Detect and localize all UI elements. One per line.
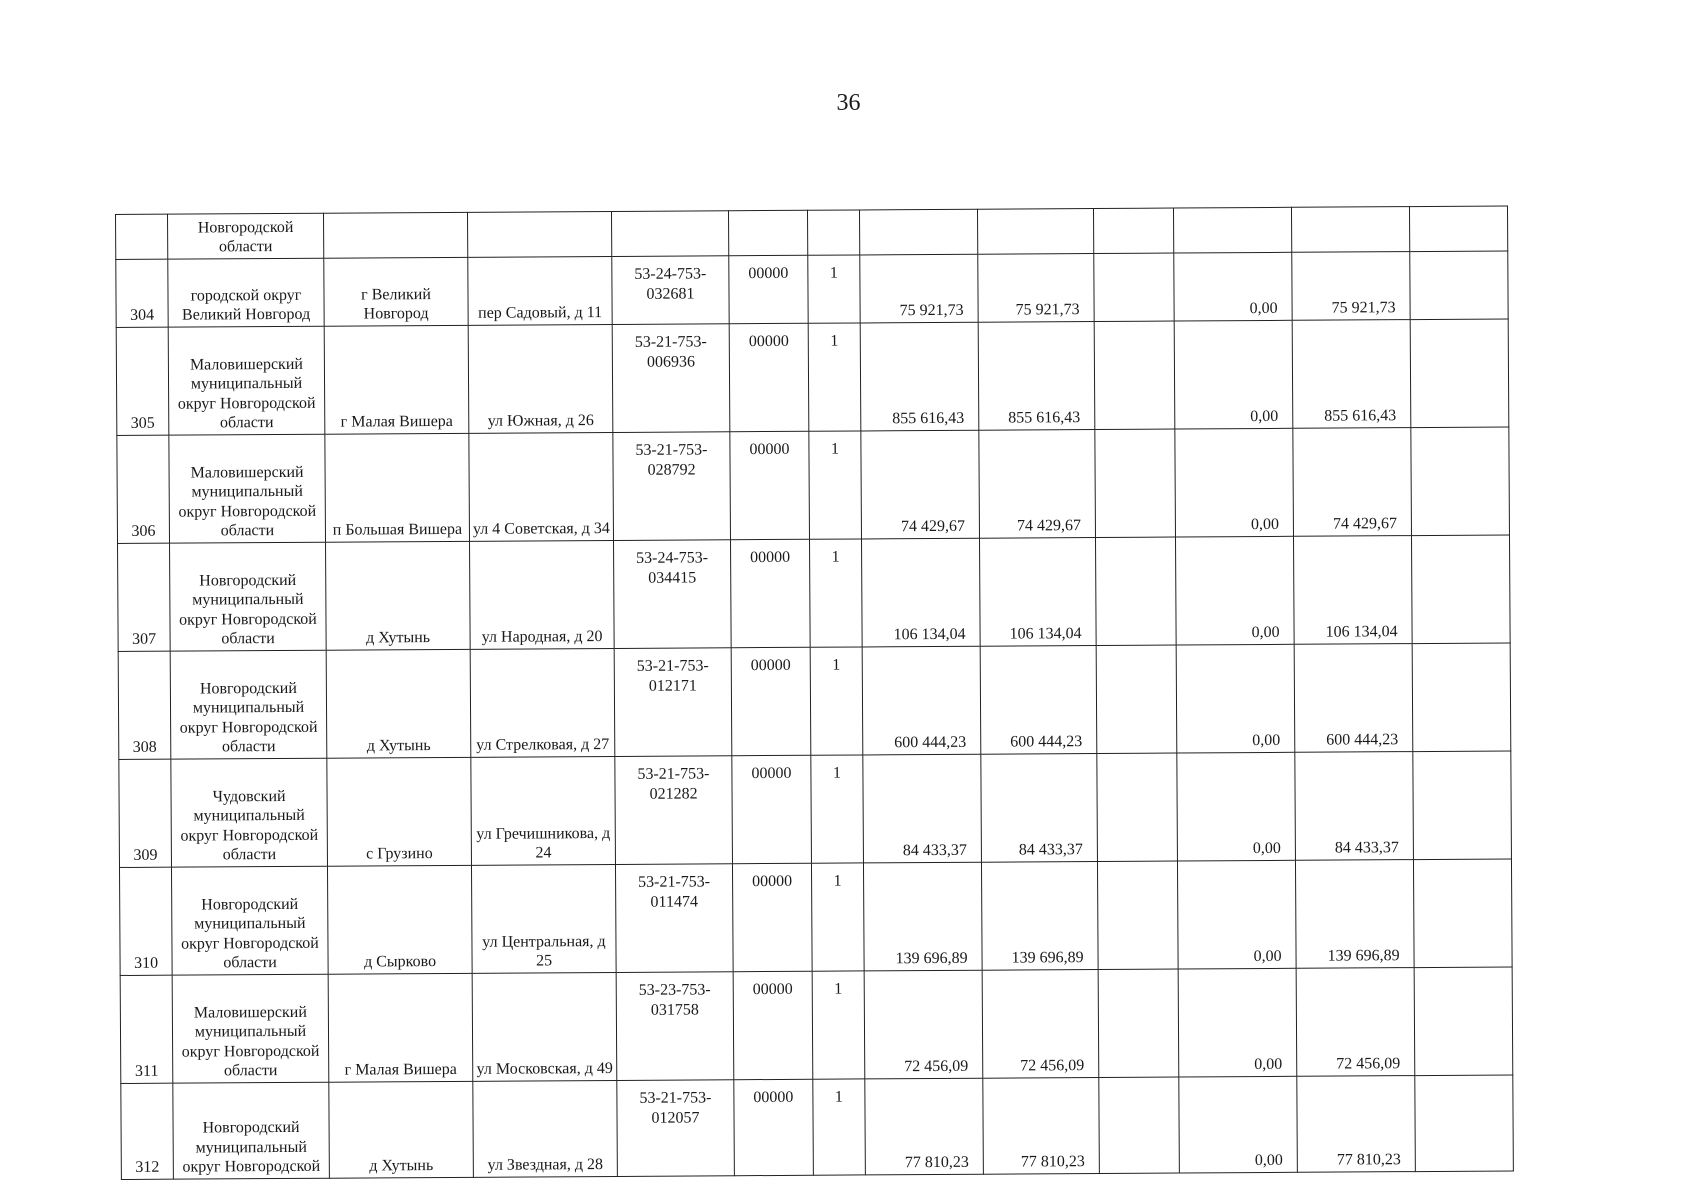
cell-amount1: 139 696,89 <box>863 862 982 971</box>
cell-amount3 <box>1097 861 1178 969</box>
cell-amount4: 0,00 <box>1176 644 1295 753</box>
cell-oktmo: 00000 <box>733 971 813 1079</box>
cell-amount2: 600 444,23 <box>980 646 1097 755</box>
cell-amount2: 139 696,89 <box>981 862 1098 971</box>
cell-no: 309 <box>119 759 172 867</box>
cell-no: 312 <box>121 1083 174 1179</box>
cell-municipality: Маловишерский муниципальный округ Новгородской области <box>172 974 329 1083</box>
cell-code: 53-21-753-012171 <box>614 648 732 757</box>
cell-settlement: д Хутынь <box>326 649 471 758</box>
cell-extra <box>1411 535 1510 644</box>
cell-amount2: 75 921,73 <box>978 254 1094 323</box>
cell-address: ул Центральная, д 25 <box>471 864 616 973</box>
cell-amount2: 106 134,04 <box>979 538 1096 647</box>
cell-oktmo: 00000 <box>731 539 811 647</box>
cell-oktmo: 00000 <box>730 431 810 539</box>
cell-extra <box>1410 319 1509 428</box>
cell-address: ул Гречишникова, д 24 <box>471 756 616 865</box>
cell-amount1: 77 810,23 <box>865 1078 984 1175</box>
cell-address: ул Звездная, д 28 <box>473 1080 618 1177</box>
cell-no: 310 <box>119 867 172 975</box>
cell-amount5: 77 810,23 <box>1297 1076 1416 1173</box>
cell-amount4: 0,00 <box>1177 860 1296 969</box>
cell-address: ул Южная, д 26 <box>468 324 613 433</box>
cell-amount3 <box>1094 253 1174 321</box>
cell-settlement: г Великий Новгород <box>324 257 468 326</box>
cell-amount5: 139 696,89 <box>1295 860 1414 969</box>
cell-code: 53-21-753-012057 <box>617 1080 735 1177</box>
cell-amount3 <box>1093 208 1173 253</box>
cell-oktmo: 00000 <box>732 863 812 971</box>
cell-amount4: 0,00 <box>1178 968 1297 1077</box>
table-row <box>120 967 1513 1084</box>
cell-oktmo: 00000 <box>734 1079 814 1175</box>
cell-oktmo: 00000 <box>729 255 808 323</box>
cell-qty: 1 <box>813 1079 866 1175</box>
table-row <box>121 1075 1514 1180</box>
cell-amount1 <box>859 209 977 255</box>
cell-amount1: 600 444,23 <box>862 646 981 755</box>
cell-amount3 <box>1097 753 1178 861</box>
cell-amount5: 84 433,37 <box>1295 752 1414 861</box>
cell-no: 308 <box>118 651 171 759</box>
table-row <box>116 251 1508 328</box>
cell-code: 53-21-753-028792 <box>613 432 731 541</box>
cell-address: ул Стрелковая, д 27 <box>470 648 615 757</box>
cell-code: 53-21-753-011474 <box>615 864 733 973</box>
table-row <box>118 643 1511 760</box>
data-table <box>115 205 1514 1179</box>
table-row <box>116 319 1509 436</box>
cell-extra <box>1413 751 1512 860</box>
cell-code: 53-24-753-032681 <box>612 256 729 325</box>
cell-amount1: 855 616,43 <box>860 322 979 431</box>
cell-amount1: 84 433,37 <box>863 754 982 863</box>
cell-amount3 <box>1098 969 1179 1077</box>
cell-amount5: 72 456,09 <box>1296 968 1415 1077</box>
cell-extra <box>1414 967 1513 1076</box>
cell-qty: 1 <box>811 755 864 863</box>
cell-code: 53-24-753-034415 <box>614 540 732 649</box>
cell-qty: 1 <box>812 971 865 1079</box>
cell-amount3 <box>1095 537 1176 645</box>
cell-amount4: 0,00 <box>1174 252 1292 321</box>
cell-municipality: Маловишерский муниципальный округ Новгородской области <box>169 434 326 543</box>
cell-oktmo: 00000 <box>729 323 809 431</box>
table-row <box>119 859 1512 976</box>
cell-no: 305 <box>116 327 169 435</box>
document-sheet <box>115 205 1514 1179</box>
cell-oktmo: 00000 <box>731 647 811 755</box>
cell-amount2: 77 810,23 <box>983 1078 1100 1175</box>
cell-no: 311 <box>120 975 173 1083</box>
cell-extra <box>1415 1075 1514 1172</box>
cell-extra <box>1409 206 1507 252</box>
cell-municipality: Чудовский муниципальный округ Новгородской области <box>171 758 328 867</box>
cell-extra <box>1411 427 1510 536</box>
table-row <box>119 751 1512 868</box>
cell-amount4 <box>1173 207 1291 253</box>
table-row <box>118 535 1511 652</box>
cell-address <box>467 211 611 257</box>
cell-extra <box>1410 251 1508 320</box>
cell-amount2: 72 456,09 <box>982 970 1099 1079</box>
cell-qty: 1 <box>810 647 863 755</box>
cell-code: 53-23-753-031758 <box>616 972 734 1081</box>
cell-amount1: 106 134,04 <box>861 538 980 647</box>
cell-address: ул Московская, д 49 <box>472 972 617 1081</box>
cell-settlement: д Сырково <box>327 865 472 974</box>
cell-municipality: Маловишерский муниципальный округ Новгородской области <box>168 326 325 435</box>
cell-code <box>611 211 728 257</box>
cell-qty: 1 <box>808 255 860 323</box>
cell-municipality: Новгородский муниципальный округ Новгородской <box>173 1082 330 1179</box>
cell-municipality: Новгородский муниципальный округ Новгородской области <box>170 542 327 651</box>
cell-extra <box>1413 859 1512 968</box>
cell-municipality: Новгородский муниципальный округ Новгородской области <box>170 650 327 759</box>
cell-address: ул Народная, д 20 <box>470 540 615 649</box>
cell-amount1: 72 456,09 <box>864 970 983 1079</box>
cell-qty: 1 <box>809 539 862 647</box>
cell-code: 53-21-753-006936 <box>612 324 730 433</box>
cell-amount2: 855 616,43 <box>978 322 1095 431</box>
cell-amount4: 0,00 <box>1174 320 1293 429</box>
cell-settlement: д Хутынь <box>329 1081 474 1178</box>
cell-settlement <box>323 212 467 258</box>
cell-qty: 1 <box>808 323 861 431</box>
cell-amount2: 84 433,37 <box>981 754 1098 863</box>
cell-address: пер Садовый, д 11 <box>468 256 612 325</box>
table-body <box>116 206 1514 1179</box>
cell-qty <box>807 210 859 255</box>
cell-amount5: 855 616,43 <box>1292 320 1411 429</box>
cell-amount5: 106 134,04 <box>1293 536 1412 645</box>
cell-amount3 <box>1096 645 1177 753</box>
cell-no: 306 <box>117 435 170 543</box>
cell-municipality: Новгородской области <box>168 213 324 259</box>
cell-settlement: д Хутынь <box>326 541 471 650</box>
cell-amount3 <box>1099 1077 1180 1173</box>
cell-settlement: с Грузино <box>327 757 472 866</box>
cell-amount5: 74 429,67 <box>1293 428 1412 537</box>
cell-amount1: 75 921,73 <box>860 254 978 323</box>
cell-municipality: Новгородский муниципальный округ Новгородской области <box>171 866 328 975</box>
cell-oktmo <box>728 210 807 255</box>
page-number: 36 <box>836 90 861 116</box>
cell-settlement: г Малая Вишера <box>324 325 469 434</box>
cell-qty: 1 <box>809 431 862 539</box>
cell-amount3 <box>1095 429 1176 537</box>
cell-settlement: п Большая Вишера <box>325 433 470 542</box>
cell-municipality: городской округ Великий Новгород <box>168 258 324 327</box>
cell-amount5: 75 921,73 <box>1292 252 1410 321</box>
cell-no: 304 <box>116 259 168 327</box>
cell-amount3 <box>1094 321 1175 429</box>
cell-no: 307 <box>118 543 171 651</box>
cell-amount4: 0,00 <box>1175 536 1294 645</box>
cell-code: 53-21-753-021282 <box>615 756 733 865</box>
cell-amount4: 0,00 <box>1175 428 1294 537</box>
cell-amount4: 0,00 <box>1177 752 1296 861</box>
cell-address: ул 4 Советская, д 34 <box>469 432 614 541</box>
cell-amount1: 74 429,67 <box>861 430 980 539</box>
cell-amount4: 0,00 <box>1179 1076 1298 1173</box>
cell-settlement: г Малая Вишера <box>328 973 473 1082</box>
cell-amount5 <box>1291 207 1409 253</box>
cell-amount2 <box>977 209 1093 255</box>
cell-extra <box>1412 643 1511 752</box>
table-row <box>117 427 1510 544</box>
cell-no <box>116 214 168 259</box>
cell-qty: 1 <box>811 863 864 971</box>
cell-amount2: 74 429,67 <box>979 430 1096 539</box>
cell-amount5: 600 444,23 <box>1294 644 1413 753</box>
cell-oktmo: 00000 <box>732 755 812 863</box>
